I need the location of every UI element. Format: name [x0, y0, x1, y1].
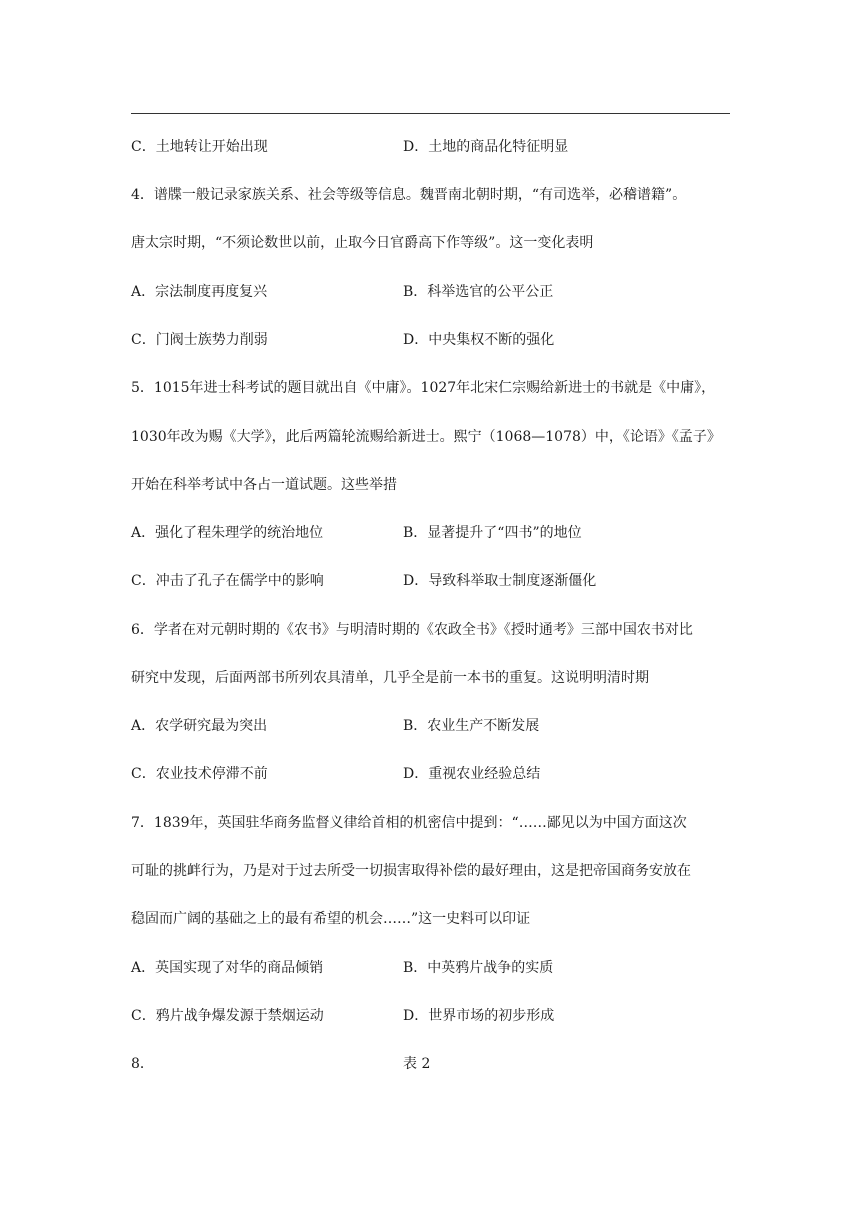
- q4-option-a: A．宗法制度再度复兴: [131, 284, 268, 300]
- q6-option-b: B．农业生产不断发展: [403, 718, 540, 734]
- q5-stem-line-1: 5．1015年进士科考试的题目就出自《中庸》。1027年北宋仁宗赐给新进士的书就是《中庸》，: [131, 380, 716, 396]
- q7-stem-line-2: 可耻的挑衅行为，乃是对于过去所受一切损害取得补偿的最好理由，这是把帝国商务安放在: [131, 863, 691, 879]
- q7-stem-line-3: 稳固而广阔的基础之上的最有希望的机会……”这一史料可以印证: [131, 911, 531, 927]
- q6-option-d: D．重视农业经验总结: [403, 766, 541, 782]
- q8-table-caption: 表 2: [403, 1056, 431, 1072]
- q3-option-d: D．土地的商品化特征明显: [403, 139, 569, 155]
- q6-stem-line-2: 研究中发现，后面两部书所列农具清单，几乎全是前一本书的重复。这说明明清时期: [131, 670, 649, 686]
- q4-option-c: C．门阀士族势力削弱: [131, 332, 268, 348]
- q5-stem-line-3: 开始在科举考试中各占一道试题。这些举措: [131, 477, 397, 493]
- q5-option-b: B．显著提升了“四书”的地位: [403, 525, 582, 541]
- q4-option-b: B．科举选官的公平公正: [403, 284, 554, 300]
- q7-option-d: D．世界市场的初步形成: [403, 1008, 555, 1024]
- q4-option-d: D．中央集权不断的强化: [403, 332, 555, 348]
- q8-number: 8．: [131, 1056, 154, 1072]
- q3-option-c: C．土地转让开始出现: [131, 139, 268, 155]
- q5-option-a: A．强化了程朱理学的统治地位: [131, 525, 324, 541]
- q5-stem-line-2: 1030年改为赐《大学》，此后两篇轮流赐给新进士。熙宁（1068—1078）中，《论语》《孟子》: [131, 429, 721, 445]
- q7-option-b: B．中英鸦片战争的实质: [403, 960, 554, 976]
- q6-stem-line-1: 6．学者在对元朝时期的《农书》与明清时期的《农政全书》《授时通考》三部中国农书对比: [131, 622, 693, 638]
- q6-option-c: C．农业技术停滞不前: [131, 766, 268, 782]
- q7-stem-line-1: 7．1839年，英国驻华商务监督义律给首相的机密信中提到：“……鄙见以为中国方面这次: [131, 815, 687, 831]
- q6-option-a: A．农学研究最为突出: [131, 718, 268, 734]
- q5-option-d: D．导致科举取士制度逐渐僵化: [403, 573, 597, 589]
- q5-option-c: C．冲击了孔子在儒学中的影响: [131, 573, 324, 589]
- q4-stem-line-2: 唐太宗时期，“不须论数世以前，止取今日官爵高下作等级”。这一变化表明: [131, 235, 594, 251]
- q4-stem-line-1: 4．谱牒一般记录家族关系、社会等级等信息。魏晋南北朝时期，“有司选举，必稽谱籍”。: [131, 187, 687, 203]
- q7-option-c: C．鸦片战争爆发源于禁烟运动: [131, 1008, 324, 1024]
- q7-option-a: A．英国实现了对华的商品倾销: [131, 960, 324, 976]
- header-rule: [131, 113, 730, 114]
